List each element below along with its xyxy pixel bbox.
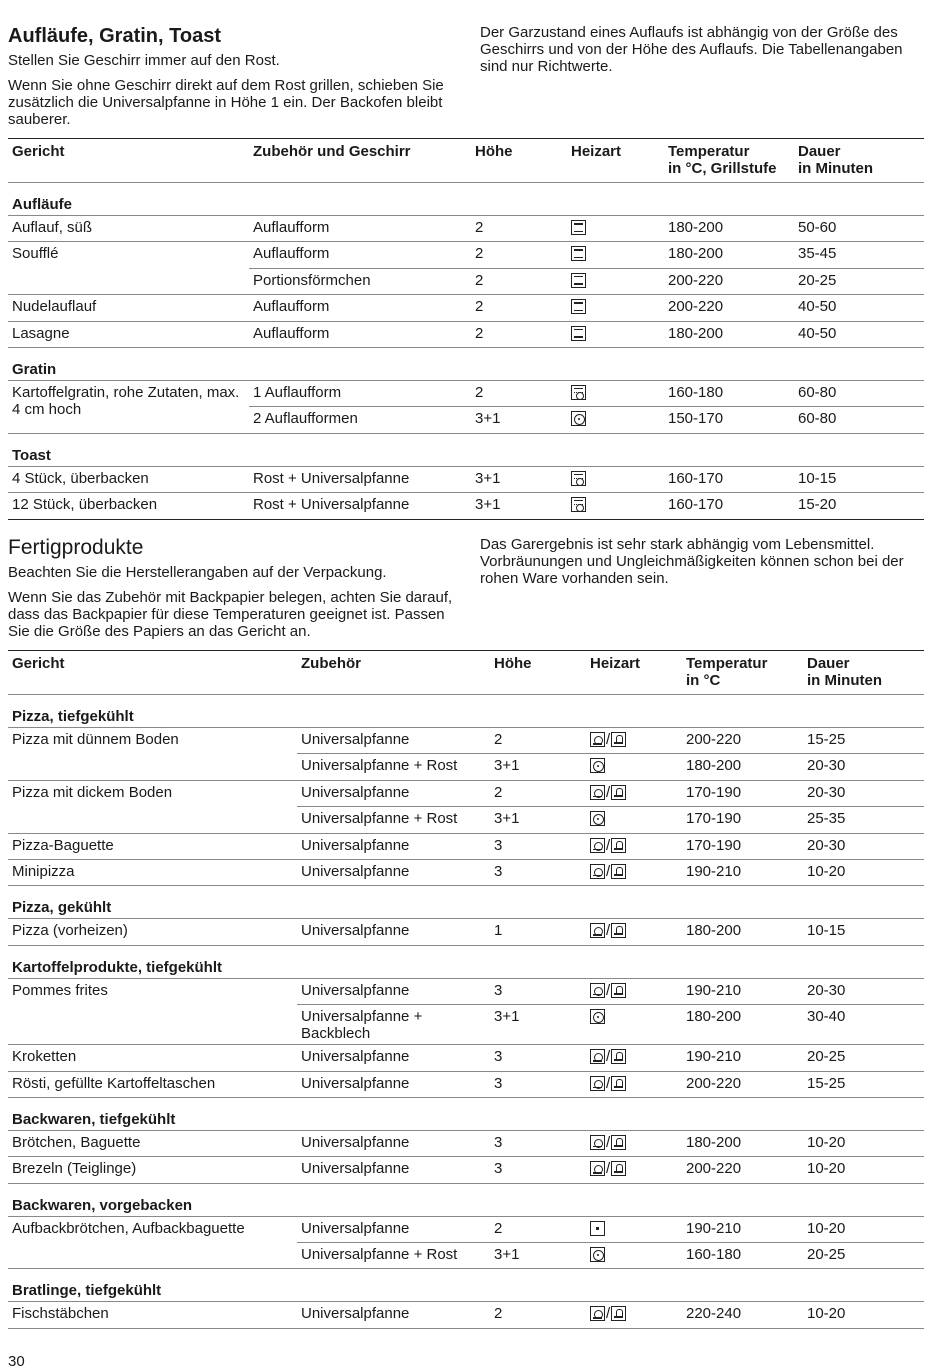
cell-zubehoer: Universalpfanne bbox=[297, 919, 490, 945]
table-row bbox=[8, 859, 924, 885]
cell-zubehoer: Universalpfanne bbox=[297, 728, 490, 754]
cell-zubehoer: Universalpfanne + Rost bbox=[297, 807, 490, 833]
cell-temperatur: 160-170 bbox=[664, 493, 794, 519]
cell-zubehoer: Auflaufform bbox=[249, 321, 471, 347]
cell-heizart: / bbox=[586, 978, 682, 1004]
cell-hoehe: 3 bbox=[490, 978, 586, 1004]
intro-paragraph: Stellen Sie Geschirr immer auf den Rost. bbox=[8, 52, 280, 69]
cell-hoehe: 3 bbox=[490, 833, 586, 859]
circulated-air-grill-icon bbox=[571, 497, 586, 512]
cell-hoehe: 3+1 bbox=[471, 466, 567, 492]
cell-hoehe: 3+1 bbox=[471, 493, 567, 519]
hot-air-gentle-icon bbox=[611, 785, 626, 800]
cell-dauer: 25-35 bbox=[803, 807, 924, 833]
intro-left-column bbox=[8, 536, 458, 648]
cell-heizart: / bbox=[586, 1157, 682, 1183]
table-row bbox=[8, 1216, 924, 1242]
hot-air-gentle-icon bbox=[611, 1049, 626, 1064]
hot-air-icon bbox=[571, 411, 586, 426]
intro-right-column bbox=[480, 536, 931, 587]
cell-heizart bbox=[567, 216, 664, 242]
table-row bbox=[8, 216, 924, 242]
cell-heizart bbox=[567, 466, 664, 492]
cell-zubehoer: Universalpfanne bbox=[297, 1130, 490, 1156]
cell-dauer: 15-20 bbox=[794, 493, 924, 519]
cell-temperatur: 190-210 bbox=[682, 1045, 803, 1071]
cell-hoehe: 3 bbox=[490, 1130, 586, 1156]
cell-zubehoer: Portionsförmchen bbox=[249, 268, 471, 294]
cell-hoehe: 3+1 bbox=[490, 1243, 586, 1269]
pizza-setting-icon bbox=[590, 923, 605, 938]
cell-dauer: 30-40 bbox=[803, 1005, 924, 1045]
page-number: 30 bbox=[8, 1353, 25, 1370]
cell-gericht: Brezeln (Teiglinge) bbox=[8, 1157, 297, 1183]
cell-dauer: 50-60 bbox=[794, 216, 924, 242]
section-title: Fertigprodukte bbox=[8, 536, 144, 559]
circulated-air-grill-icon bbox=[571, 471, 586, 486]
cell-gericht: Auflauf, süß bbox=[8, 216, 249, 242]
cell-temperatur: 200-220 bbox=[664, 295, 794, 321]
hot-air-icon bbox=[590, 1247, 605, 1262]
cell-zubehoer: Universalpfanne bbox=[297, 1216, 490, 1242]
cell-dauer: 60-80 bbox=[794, 407, 924, 433]
pizza-setting-icon bbox=[590, 864, 605, 879]
cell-heizart bbox=[586, 1243, 682, 1269]
cell-dauer: 10-20 bbox=[803, 859, 924, 885]
cell-gericht: Nudelauflauf bbox=[8, 295, 249, 321]
hot-air-gentle-icon bbox=[611, 1161, 626, 1176]
group-row bbox=[8, 1269, 924, 1302]
cell-gericht: Kartoffelgratin, rohe Zutaten, max. 4 cm hoch bbox=[8, 380, 249, 433]
column-header-hoehe: Höhe bbox=[471, 139, 567, 183]
cell-gericht: Minipizza bbox=[8, 859, 297, 885]
cell-temperatur: 180-200 bbox=[682, 919, 803, 945]
cell-dauer: 20-25 bbox=[803, 1243, 924, 1269]
cell-zubehoer: Rost + Universalpfanne bbox=[249, 493, 471, 519]
top-bottom-heat-icon bbox=[571, 299, 586, 314]
cell-gericht: 4 Stück, überbacken bbox=[8, 466, 249, 492]
pizza-setting-icon bbox=[590, 838, 605, 853]
cell-heizart: / bbox=[586, 1302, 682, 1328]
cell-temperatur: 160-180 bbox=[682, 1243, 803, 1269]
table-row bbox=[8, 321, 924, 347]
cell-temperatur: 190-210 bbox=[682, 1216, 803, 1242]
cell-heizart: / bbox=[586, 1045, 682, 1071]
hot-air-icon bbox=[590, 811, 605, 826]
column-header-hoehe: Höhe bbox=[490, 651, 586, 695]
cell-heizart bbox=[567, 407, 664, 433]
cell-temperatur: 200-220 bbox=[682, 728, 803, 754]
table-header-row bbox=[8, 139, 924, 183]
cell-hoehe: 3+1 bbox=[490, 1005, 586, 1045]
cell-hoehe: 2 bbox=[471, 216, 567, 242]
table-row bbox=[8, 1130, 924, 1156]
table-row bbox=[8, 493, 924, 519]
cell-temperatur: 200-220 bbox=[682, 1157, 803, 1183]
cell-heizart: / bbox=[586, 1130, 682, 1156]
intro-paragraph: Wenn Sie das Zubehör mit Backpapier belegen, achten Sie darauf, dass das Backpapier für diese Temperaturen geeignet ist. Passen Sie die Größe des Papiers an das Gericht an. bbox=[8, 589, 453, 640]
table-row bbox=[8, 380, 924, 406]
column-header-heizart: Heizart bbox=[586, 651, 682, 695]
cell-heizart: / bbox=[586, 728, 682, 754]
cell-gericht: Pizza mit dünnem Boden bbox=[8, 728, 297, 781]
cell-zubehoer: Universalpfanne + Backblech bbox=[297, 1005, 490, 1045]
cell-zubehoer: Universalpfanne bbox=[297, 780, 490, 806]
cell-gericht: Rösti, gefüllte Kartoffeltaschen bbox=[8, 1071, 297, 1097]
cell-temperatur: 190-210 bbox=[682, 978, 803, 1004]
top-bottom-heat-icon bbox=[571, 273, 586, 288]
group-row bbox=[8, 347, 924, 380]
intro-paragraph: Der Garzustand eines Auflaufs ist abhängig von der Größe des Geschirrs und von der Höhe des Auflaufs. Die Tabellenangaben sind nur Richtwerte. bbox=[480, 24, 903, 75]
cell-hoehe: 2 bbox=[471, 295, 567, 321]
column-header-temperatur: Temperatur in °C bbox=[682, 651, 803, 695]
cell-heizart bbox=[567, 380, 664, 406]
table-row bbox=[8, 1071, 924, 1097]
hot-air-gentle-icon bbox=[611, 1306, 626, 1321]
cell-gericht: Kroketten bbox=[8, 1045, 297, 1071]
cell-gericht: Soufflé bbox=[8, 242, 249, 295]
hot-air-gentle-icon bbox=[611, 732, 626, 747]
cell-hoehe: 3 bbox=[490, 1045, 586, 1071]
cell-dauer: 10-15 bbox=[803, 919, 924, 945]
cell-zubehoer: 2 Auflaufformen bbox=[249, 407, 471, 433]
cell-zubehoer: Universalpfanne + Rost bbox=[297, 754, 490, 780]
cell-hoehe: 2 bbox=[471, 268, 567, 294]
cell-zubehoer: Universalpfanne bbox=[297, 978, 490, 1004]
cell-zubehoer: Universalpfanne bbox=[297, 833, 490, 859]
cell-temperatur: 150-170 bbox=[664, 407, 794, 433]
circulated-air-grill-icon bbox=[571, 385, 586, 400]
cell-gericht: Fischstäbchen bbox=[8, 1302, 297, 1328]
cell-zubehoer: Auflaufform bbox=[249, 242, 471, 268]
hot-air-icon bbox=[590, 1009, 605, 1024]
cell-dauer: 15-25 bbox=[803, 1071, 924, 1097]
section-intro-fertigprodukte bbox=[8, 536, 931, 642]
section-title: Aufläufe, Gratin, Toast bbox=[8, 25, 221, 47]
cell-dauer: 60-80 bbox=[794, 380, 924, 406]
cell-temperatur: 180-200 bbox=[664, 242, 794, 268]
cell-dauer: 20-30 bbox=[803, 754, 924, 780]
table-row bbox=[8, 1157, 924, 1183]
cell-gericht: Pizza-Baguette bbox=[8, 833, 297, 859]
table-row bbox=[8, 728, 924, 754]
cell-heizart bbox=[567, 268, 664, 294]
table-row bbox=[8, 978, 924, 1004]
hot-air-gentle-icon bbox=[611, 983, 626, 998]
eco-heat-icon bbox=[590, 1221, 605, 1236]
group-label: Backwaren, vorgebacken bbox=[8, 1183, 924, 1216]
cell-zubehoer: Universalpfanne bbox=[297, 859, 490, 885]
group-label: Gratin bbox=[8, 347, 924, 380]
hot-air-gentle-icon bbox=[611, 864, 626, 879]
pizza-setting-icon bbox=[590, 732, 605, 747]
cell-hoehe: 2 bbox=[471, 242, 567, 268]
cell-temperatur: 180-200 bbox=[682, 754, 803, 780]
intro-paragraph: Wenn Sie ohne Geschirr direkt auf dem Rost grillen, schieben Sie zusätzlich die Universalpfanne in Höhe 1 ein. Der Backofen bleibt sauberer. bbox=[8, 77, 444, 128]
cell-hoehe: 3+1 bbox=[490, 754, 586, 780]
cell-hoehe: 2 bbox=[490, 780, 586, 806]
cell-heizart: / bbox=[586, 780, 682, 806]
cell-dauer: 10-20 bbox=[803, 1216, 924, 1242]
group-row bbox=[8, 183, 924, 216]
cell-gericht: Pizza (vorheizen) bbox=[8, 919, 297, 945]
hot-air-gentle-icon bbox=[611, 923, 626, 938]
cell-gericht: 12 Stück, überbacken bbox=[8, 493, 249, 519]
pizza-setting-icon bbox=[590, 1076, 605, 1091]
cell-hoehe: 2 bbox=[490, 1216, 586, 1242]
intro-paragraph: Beachten Sie die Herstellerangaben auf der Verpackung. bbox=[8, 564, 387, 581]
cooking-table-auflaeufe bbox=[8, 138, 924, 520]
cell-heizart bbox=[567, 321, 664, 347]
pizza-setting-icon bbox=[590, 983, 605, 998]
table-row bbox=[8, 780, 924, 806]
column-header-zubehoer: Zubehör bbox=[297, 651, 490, 695]
pizza-setting-icon bbox=[590, 1306, 605, 1321]
cell-zubehoer: Auflaufform bbox=[249, 295, 471, 321]
intro-right-column bbox=[480, 24, 931, 75]
cell-zubehoer: Universalpfanne bbox=[297, 1157, 490, 1183]
cell-dauer: 20-30 bbox=[803, 978, 924, 1004]
cell-heizart: / bbox=[586, 833, 682, 859]
cell-gericht: Aufbackbrötchen, Aufbackbaguette bbox=[8, 1216, 297, 1269]
cell-gericht: Lasagne bbox=[8, 321, 249, 347]
cell-hoehe: 2 bbox=[490, 728, 586, 754]
cell-hoehe: 1 bbox=[490, 919, 586, 945]
column-header-gericht: Gericht bbox=[8, 139, 249, 183]
group-row bbox=[8, 1183, 924, 1216]
cell-heizart bbox=[586, 807, 682, 833]
table-row bbox=[8, 295, 924, 321]
group-label: Kartoffelprodukte, tiefgekühlt bbox=[8, 945, 924, 978]
cell-heizart: / bbox=[586, 1071, 682, 1097]
cell-zubehoer: Universalpfanne bbox=[297, 1045, 490, 1071]
table-row bbox=[8, 466, 924, 492]
cell-dauer: 20-25 bbox=[794, 268, 924, 294]
pizza-setting-icon bbox=[590, 785, 605, 800]
table-row bbox=[8, 1302, 924, 1328]
hot-air-gentle-icon bbox=[611, 1076, 626, 1091]
cell-gericht: Pommes frites bbox=[8, 978, 297, 1044]
cell-zubehoer: Rost + Universalpfanne bbox=[249, 466, 471, 492]
column-header-temperatur: Temperatur in °C, Grillstufe bbox=[664, 139, 794, 183]
cell-dauer: 15-25 bbox=[803, 728, 924, 754]
cell-temperatur: 200-220 bbox=[664, 268, 794, 294]
group-row bbox=[8, 1097, 924, 1130]
cell-heizart bbox=[567, 242, 664, 268]
cell-heizart bbox=[586, 1216, 682, 1242]
cell-temperatur: 170-190 bbox=[682, 833, 803, 859]
table-row bbox=[8, 242, 924, 268]
table-row bbox=[8, 1045, 924, 1071]
column-header-dauer: Dauer in Minuten bbox=[794, 139, 924, 183]
cell-dauer: 10-15 bbox=[794, 466, 924, 492]
cell-dauer: 10-20 bbox=[803, 1302, 924, 1328]
intro-left-column bbox=[8, 24, 458, 136]
pizza-setting-icon bbox=[590, 1135, 605, 1150]
cell-dauer: 20-25 bbox=[803, 1045, 924, 1071]
intro-paragraph: Das Garergebnis ist sehr stark abhängig vom Lebensmittel. Vorbräunungen und Ungleichmäßigkeiten können schon bei der rohen Ware vorhanden sein. bbox=[480, 536, 904, 587]
cell-temperatur: 180-200 bbox=[664, 321, 794, 347]
cell-hoehe: 2 bbox=[490, 1302, 586, 1328]
cell-dauer: 10-20 bbox=[803, 1157, 924, 1183]
cell-zubehoer: Universalpfanne bbox=[297, 1071, 490, 1097]
top-bottom-heat-icon bbox=[571, 220, 586, 235]
cell-heizart bbox=[586, 1005, 682, 1045]
table-row bbox=[8, 833, 924, 859]
hot-air-gentle-icon bbox=[611, 1135, 626, 1150]
cell-dauer: 10-20 bbox=[803, 1130, 924, 1156]
cell-heizart bbox=[567, 295, 664, 321]
cell-heizart bbox=[586, 754, 682, 780]
cell-heizart bbox=[567, 493, 664, 519]
cell-hoehe: 2 bbox=[471, 321, 567, 347]
column-header-dauer: Dauer in Minuten bbox=[803, 651, 924, 695]
cell-zubehoer: 1 Auflaufform bbox=[249, 380, 471, 406]
cell-dauer: 35-45 bbox=[794, 242, 924, 268]
group-label: Bratlinge, tiefgekühlt bbox=[8, 1269, 924, 1302]
cell-temperatur: 170-190 bbox=[682, 780, 803, 806]
cell-temperatur: 220-240 bbox=[682, 1302, 803, 1328]
column-header-heizart: Heizart bbox=[567, 139, 664, 183]
group-label: Pizza, gekühlt bbox=[8, 886, 924, 919]
table-row bbox=[8, 919, 924, 945]
cell-temperatur: 170-190 bbox=[682, 807, 803, 833]
cell-gericht: Pizza mit dickem Boden bbox=[8, 780, 297, 833]
cell-temperatur: 180-200 bbox=[682, 1130, 803, 1156]
cell-dauer: 20-30 bbox=[803, 833, 924, 859]
cell-temperatur: 190-210 bbox=[682, 859, 803, 885]
section-intro-auflaeufe bbox=[8, 24, 931, 128]
cell-hoehe: 2 bbox=[471, 380, 567, 406]
group-label: Backwaren, tiefgekühlt bbox=[8, 1097, 924, 1130]
cell-temperatur: 160-180 bbox=[664, 380, 794, 406]
group-label: Pizza, tiefgekühlt bbox=[8, 695, 924, 728]
cell-temperatur: 180-200 bbox=[664, 216, 794, 242]
cell-temperatur: 200-220 bbox=[682, 1071, 803, 1097]
cell-gericht: Brötchen, Baguette bbox=[8, 1130, 297, 1156]
table-header-row bbox=[8, 651, 924, 695]
cell-hoehe: 3+1 bbox=[471, 407, 567, 433]
pizza-setting-icon bbox=[590, 1161, 605, 1176]
cell-dauer: 40-50 bbox=[794, 295, 924, 321]
top-bottom-heat-icon bbox=[571, 246, 586, 261]
cell-temperatur: 160-170 bbox=[664, 466, 794, 492]
group-row bbox=[8, 886, 924, 919]
cell-hoehe: 3 bbox=[490, 1157, 586, 1183]
cell-heizart: / bbox=[586, 919, 682, 945]
hot-air-icon bbox=[590, 758, 605, 773]
cell-temperatur: 180-200 bbox=[682, 1005, 803, 1045]
top-bottom-heat-icon bbox=[571, 326, 586, 341]
cell-hoehe: 3+1 bbox=[490, 807, 586, 833]
group-row bbox=[8, 945, 924, 978]
group-row bbox=[8, 433, 924, 466]
group-label: Aufläufe bbox=[8, 183, 924, 216]
column-header-gericht: Gericht bbox=[8, 651, 297, 695]
cell-zubehoer: Universalpfanne + Rost bbox=[297, 1243, 490, 1269]
cell-zubehoer: Universalpfanne bbox=[297, 1302, 490, 1328]
cell-dauer: 40-50 bbox=[794, 321, 924, 347]
cell-hoehe: 3 bbox=[490, 859, 586, 885]
group-label: Toast bbox=[8, 433, 924, 466]
group-row bbox=[8, 695, 924, 728]
cell-dauer: 20-30 bbox=[803, 780, 924, 806]
column-header-zubehoer: Zubehör und Geschirr bbox=[249, 139, 471, 183]
hot-air-gentle-icon bbox=[611, 838, 626, 853]
pizza-setting-icon bbox=[590, 1049, 605, 1064]
cooking-table-fertigprodukte bbox=[8, 650, 924, 1329]
cell-hoehe: 3 bbox=[490, 1071, 586, 1097]
cell-zubehoer: Auflaufform bbox=[249, 216, 471, 242]
cell-heizart: / bbox=[586, 859, 682, 885]
